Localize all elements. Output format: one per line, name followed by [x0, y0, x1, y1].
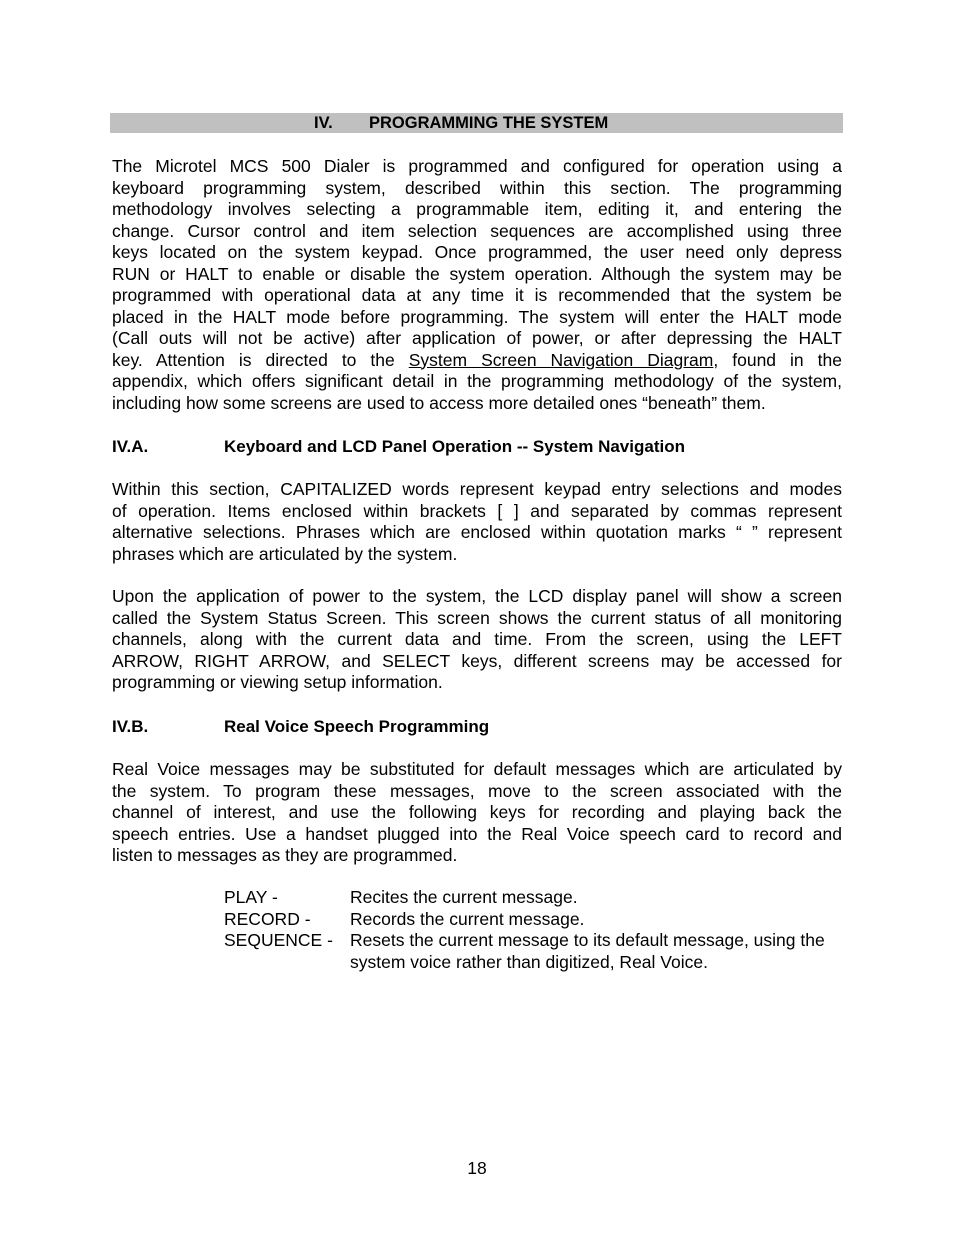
paragraph-line: the system. To program these messages, move to the screen associated with the — [112, 780, 842, 801]
paragraph-line: called the System Status Screen. This screen shows the current status of all monitoring — [112, 607, 842, 628]
key-name: RECORD - — [224, 908, 311, 929]
key-name: SEQUENCE - — [224, 930, 333, 950]
page-number: 18 — [467, 1158, 487, 1178]
intro-line: RUN or HALT to enable or disable the system operation. Although the system may be — [112, 263, 842, 284]
intro-line-with-link — [112, 350, 842, 372]
paragraph-line: listen to messages as they are programmed. — [112, 845, 458, 865]
intro-line10-pre: key. Attention is directed to the — [112, 349, 409, 370]
intro-line: placed in the HALT mode before programming. The system will enter the HALT mode — [112, 306, 842, 327]
intro-line: The Microtel MCS 500 Dialer is programmed and configured for operation using a — [112, 156, 842, 176]
subsection-a-paragraph-2 — [112, 586, 842, 694]
subsection-a-title: Keyboard and LCD Panel Operation -- System Navigation — [224, 437, 685, 456]
paragraph-line: speech entries. Use a handset plugged into the Real Voice speech card to record and — [112, 823, 842, 844]
section-title: PROGRAMMING THE SYSTEM — [369, 114, 609, 132]
navigation-diagram-reference: System Screen Navigation Diagram — [408, 349, 714, 370]
intro-paragraph — [112, 156, 842, 414]
subsection-b-title: Real Voice Speech Programming — [224, 717, 490, 736]
intro-line: change. Cursor control and item selection sequences are accomplished using three — [112, 220, 842, 241]
paragraph-line: channels, along with the current data and time. From the screen, using the LEFT — [112, 629, 842, 649]
subsection-a-paragraph-1 — [112, 479, 842, 565]
paragraph-line: alternative selections. Phrases which are enclosed within quotation marks “ ” represent — [112, 522, 842, 542]
key-name: PLAY - — [224, 887, 278, 907]
paragraph-line: channel of interest, and use the following keys for recording and playing back the — [112, 802, 842, 822]
key-description: Resets the current message to its default message, using the system voice rather than digitized, Real Voice. — [350, 930, 825, 972]
section-number: IV. — [314, 114, 333, 132]
intro-line10-post: , found in the — [713, 349, 842, 370]
subsection-b-paragraph — [112, 759, 842, 867]
paragraph-line: phrases which are articulated by the system. — [112, 543, 458, 564]
key-entry-play — [224, 887, 844, 909]
intro-line: keyboard programming system, described within this section. The programming — [112, 177, 842, 198]
intro-line: methodology involves selecting a programmable item, editing it, and entering the — [112, 199, 842, 219]
subsection-b-number: IV.B. — [112, 717, 149, 736]
intro-line: programmed with operational data at any time it is recommended that the system be — [112, 285, 842, 305]
paragraph-line: ARROW, RIGHT ARROW, and SELECT keys, different screens may be accessed for — [112, 650, 842, 671]
paragraph-line: Within this section, CAPITALIZED words represent keypad entry selections and modes — [112, 479, 842, 499]
paragraph-line: of operation. Items enclosed within brackets [ ] and separated by commas represent — [112, 500, 842, 521]
key-description: Records the current message. — [350, 908, 585, 929]
intro-line: appendix, which offers significant detail in the programming methodology of the system, — [112, 371, 842, 391]
paragraph-line: programming or viewing setup information. — [112, 672, 443, 692]
speech-key-list — [224, 887, 844, 973]
subsection-a-number: IV.A. — [112, 437, 149, 456]
intro-line: including how some screens are used to access more detailed ones “beneath” them. — [112, 392, 766, 413]
paragraph-line: Upon the application of power to the system, the LCD display panel will show a screen — [112, 586, 842, 606]
intro-line: keys located on the system keypad. Once programmed, the user need only depress — [112, 242, 842, 262]
section-heading-bar — [110, 113, 843, 133]
paragraph-line: Real Voice messages may be substituted for default messages which are articulated by — [112, 759, 842, 779]
key-description: Recites the current message. — [350, 887, 578, 907]
key-entry-sequence — [224, 930, 844, 973]
intro-line: (Call outs will not be active) after application of power, or after depressing the HALT — [112, 328, 842, 348]
key-entry-record — [224, 909, 844, 931]
